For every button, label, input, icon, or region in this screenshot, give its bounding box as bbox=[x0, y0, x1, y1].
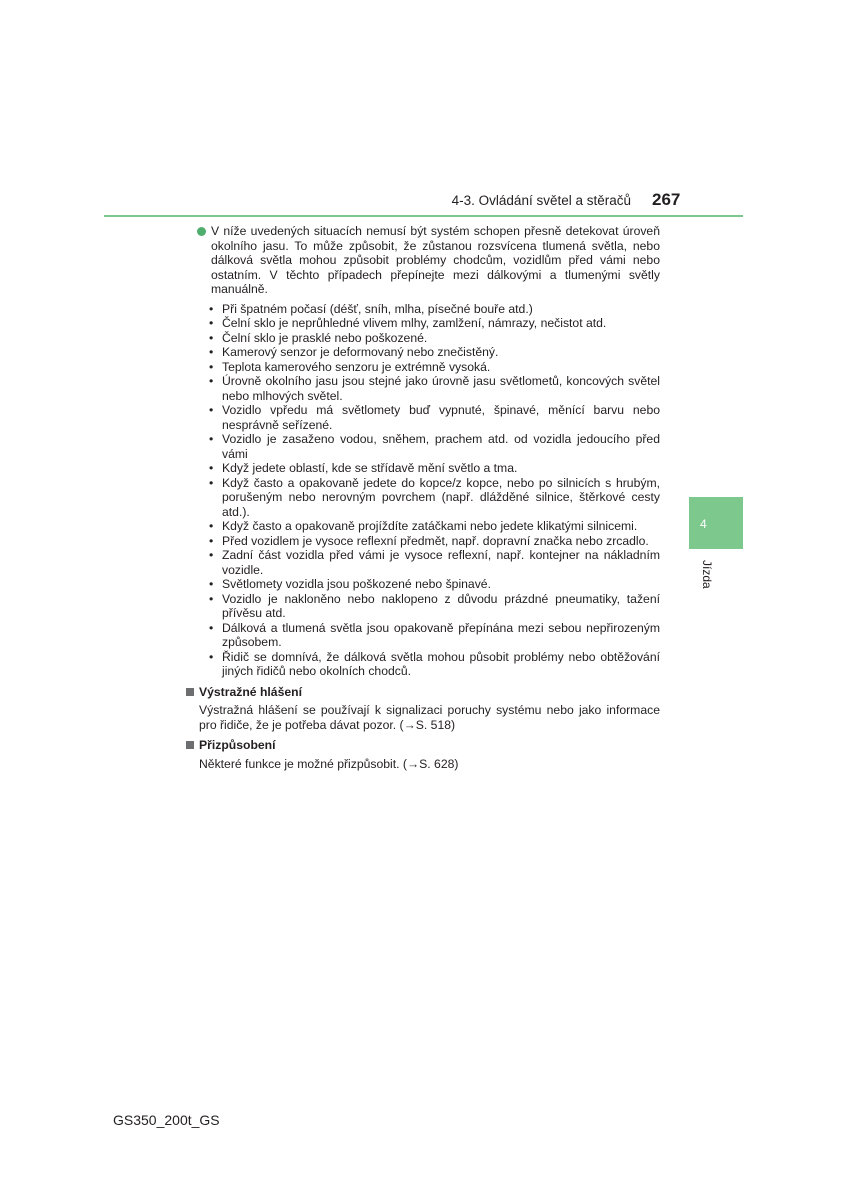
list-item: • Řidič se domnívá, že dálková světla mohou působit problémy nebo obtěžování jiných řidičů nebo okolních chodců. bbox=[222, 650, 660, 679]
chapter-number: 4 bbox=[700, 517, 707, 531]
square-bullet-icon bbox=[186, 741, 194, 749]
list-item: • Světlomety vozidla jsou poškozené nebo špinavé. bbox=[222, 577, 660, 592]
list-item: • Úrovně okolního jasu jsou stejné jako úrovně jasu světlometů, koncových světel nebo mlhových světel. bbox=[222, 374, 660, 403]
list-item: • Kamerový senzor je deformovaný nebo znečistěný. bbox=[222, 345, 660, 360]
list-item: • Čelní sklo je neprůhledné vlivem mlhy, zamlžení, námrazy, nečistot atd. bbox=[222, 316, 660, 331]
customization-section bbox=[184, 738, 660, 771]
section-heading bbox=[184, 738, 660, 753]
list-item: • Když často a opakovaně jedete do kopce/z kopce, nebo po silnicích s hrubým, porušeným nebo nerovným povrchem (např. dlážděné silnice, štěrkové cesty atd.). bbox=[222, 476, 660, 520]
list-item: • Vozidlo je zasaženo vodou, sněhem, prachem atd. od vozidla jedoucího před vámi bbox=[222, 432, 660, 461]
list-item: • Vozidlo je nakloněno nebo naklopeno z důvodu prázdné pneumatiky, tažení přívěsu atd. bbox=[222, 592, 660, 621]
green-dot-bullet-icon bbox=[197, 227, 206, 236]
footer-model-code: GS350_200t_GS bbox=[113, 1112, 220, 1128]
list-item: • Před vozidlem je vysoce reflexní předmět, např. dopravní značka nebo zrcadlo. bbox=[222, 534, 660, 549]
section-body: Výstražná hlášení se používají k signalizaci poruchy systému nebo jako informace pro řidiče, že je potřeba dávat pozor. (→S. 518) bbox=[199, 703, 660, 732]
section-body: Některé funkce je možné přizpůsobit. (→S. 628) bbox=[199, 756, 459, 771]
list-item: • Vozidlo vpředu má světlomety buď vypnuté, špinavé, měnící barvu nebo nesprávně seřízené. bbox=[222, 403, 660, 432]
warning-message-section bbox=[184, 685, 660, 733]
list-item: • Čelní sklo je prasklé nebo poškozené. bbox=[222, 331, 660, 346]
list-item: • Teplota kamerového senzoru je extrémně vysoká. bbox=[222, 360, 660, 375]
header-divider bbox=[104, 215, 743, 217]
chapter-label: Jízda bbox=[700, 560, 714, 589]
section-heading-text: Výstražné hlášení bbox=[199, 684, 302, 699]
section-heading bbox=[184, 685, 660, 700]
list-item: • Dálková a tlumená světla jsou opakovaně přepínána mezi sebou nepřirozeným způsobem. bbox=[222, 621, 660, 650]
square-bullet-icon bbox=[186, 688, 194, 696]
intro-text: V níže uvedených situacích nemusí být systém schopen přesně detekovat úroveň okolního jasu. To může způsobit, že zůstanou rozsvícena tlumená světla, nebo dálková světla mohou způsobit problémy chodcům, vozidlům před vámi nebo ostatním. V těchto případech přepínejte mezi dálkovými a tlumenými světly manuálně. bbox=[211, 224, 660, 296]
list-item: • Když jedete oblastí, kde se střídavě mění světlo a tma. bbox=[222, 461, 660, 476]
list-item: • Když často a opakovaně projíždíte zatáčkami nebo jedete klikatými silnicemi. bbox=[222, 519, 660, 534]
section-title: 4-3. Ovládání světel a stěračů bbox=[451, 193, 631, 208]
section-heading-text: Přizpůsobení bbox=[199, 738, 276, 752]
intro-paragraph bbox=[184, 224, 660, 297]
conditions-list bbox=[184, 302, 660, 679]
list-item: • Zadní část vozidla před vámi je vysoce reflexní, např. kontejner na nákladním vozidle. bbox=[222, 548, 660, 577]
chapter-tab bbox=[689, 497, 743, 549]
main-content bbox=[184, 224, 660, 771]
page-number: 267 bbox=[652, 190, 681, 209]
list-item: • Při špatném počasí (déšť, sníh, mlha, písečné bouře atd.) bbox=[222, 302, 660, 317]
